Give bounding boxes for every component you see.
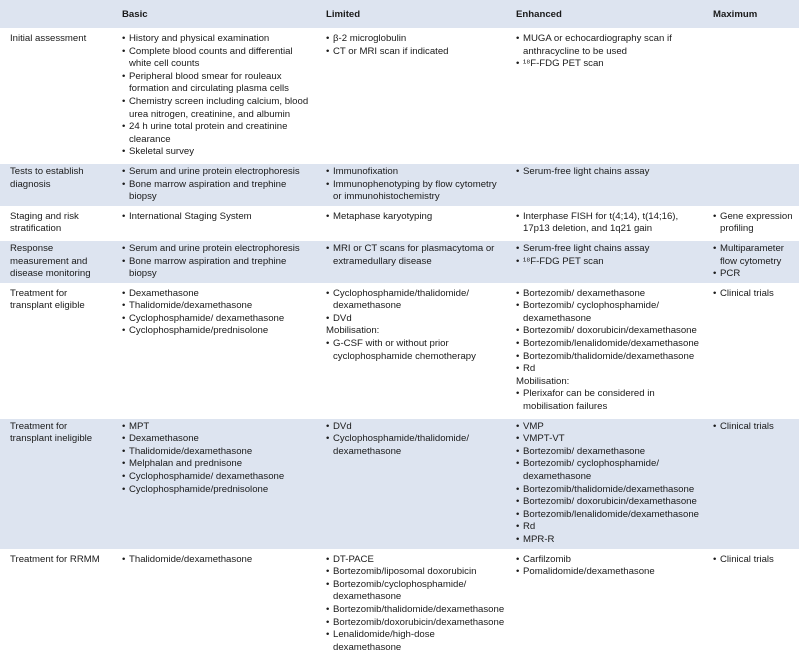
list-item: • Multiparameter flow cytometry xyxy=(713,243,795,268)
basic-list xyxy=(122,421,312,497)
header-basic: Basic xyxy=(112,0,316,30)
list-item: • Cyclophosphamide/thalidomide/ dexamethasone xyxy=(326,433,502,458)
cell-enhanced xyxy=(506,239,703,284)
list-item: • G-CSF with or without prior cyclophosphamide chemotherapy xyxy=(326,338,502,363)
table-row xyxy=(0,207,799,239)
list-item: • DT-PACE xyxy=(326,554,502,567)
cell-basic xyxy=(112,417,316,550)
list-item: • Carfilzomib xyxy=(516,554,699,567)
table-row xyxy=(0,239,799,284)
cell-maximum xyxy=(703,417,799,550)
list-item: • Bortezomib/lenalidomide/dexamethasone xyxy=(516,509,699,522)
list-item: • Plerixafor can be considered in mobilisation failures xyxy=(516,388,699,413)
list-item: • VMP xyxy=(516,421,699,434)
list-item: • ¹⁸F-FDG PET scan xyxy=(516,58,699,71)
list-item: • Bortezomib/ dexamethasone xyxy=(516,288,699,301)
header-empty xyxy=(0,0,112,30)
cell-maximum xyxy=(703,550,799,656)
limited-list xyxy=(326,288,502,364)
list-item: • History and physical examination xyxy=(122,33,312,46)
cell-enhanced xyxy=(506,30,703,163)
basic-list xyxy=(122,288,312,338)
limited-list xyxy=(326,166,502,204)
header-limited: Limited xyxy=(316,0,506,30)
list-item: • Clinical trials xyxy=(713,288,795,301)
limited-list xyxy=(326,421,502,459)
list-item: • Bortezomib/cyclophosphamide/ dexamethasone xyxy=(326,579,502,604)
list-item: • Melphalan and prednisone xyxy=(122,458,312,471)
cell-basic xyxy=(112,207,316,239)
limited-list xyxy=(326,554,502,655)
table-row xyxy=(0,30,799,163)
cell-enhanced xyxy=(506,162,703,207)
cell-enhanced xyxy=(506,207,703,239)
header-row xyxy=(0,0,799,30)
list-item: • Bortezomib/thalidomide/dexamethasone xyxy=(326,604,502,617)
enhanced-list xyxy=(516,421,699,547)
cell-basic xyxy=(112,239,316,284)
cell-limited xyxy=(316,239,506,284)
cell-maximum xyxy=(703,162,799,207)
list-item: • MRI or CT scans for plasmacytoma or extramedullary disease xyxy=(326,243,502,268)
enhanced-list xyxy=(516,211,699,236)
cell-limited xyxy=(316,417,506,550)
list-item: • Serum-free light chains assay xyxy=(516,243,699,256)
list-item: • Interphase FISH for t(4;14), t(14;16), 17p13 deletion, and 1q21 gain xyxy=(516,211,699,236)
enhanced-list xyxy=(516,288,699,414)
list-item: • Pomalidomide/dexamethasone xyxy=(516,566,699,579)
table-row xyxy=(0,417,799,550)
list-item: • Immunofixation xyxy=(326,166,502,179)
list-item: • Thalidomide/dexamethasone xyxy=(122,554,312,567)
list-item: • Bortezomib/ cyclophosphamide/ dexamethasone xyxy=(516,300,699,325)
cell-basic xyxy=(112,162,316,207)
list-item: • DVd xyxy=(326,313,502,326)
row-label: Staging and risk stratification xyxy=(0,207,112,239)
list-item: • Metaphase karyotyping xyxy=(326,211,502,224)
list-item: • VMPT-VT xyxy=(516,433,699,446)
list-item: • Cyclophosphamide/ dexamethasone xyxy=(122,313,312,326)
cell-enhanced xyxy=(506,550,703,656)
list-item: • Bortezomib/thalidomide/dexamethasone xyxy=(516,484,699,497)
list-item: • Immunophenotyping by flow cytometry or immunohistochemistry xyxy=(326,179,502,204)
table-body xyxy=(0,30,799,656)
row-label: Treatment for RRMM xyxy=(0,550,112,656)
list-item: • Serum and urine protein electrophoresis xyxy=(122,243,312,256)
header-enhanced: Enhanced xyxy=(506,0,703,30)
maximum-list xyxy=(713,554,795,567)
cell-maximum xyxy=(703,284,799,417)
maximum-list xyxy=(713,421,795,434)
list-item: • Thalidomide/dexamethasone xyxy=(122,446,312,459)
enhanced-list xyxy=(516,166,699,179)
list-item: • Bone marrow aspiration and trephine biopsy xyxy=(122,256,312,281)
basic-list xyxy=(122,166,312,204)
list-item: • MUGA or echocardiography scan if anthracycline to be used xyxy=(516,33,699,58)
row-label: Treatment for transplant eligible xyxy=(0,284,112,417)
list-item: • Cyclophosphamide/ dexamethasone xyxy=(122,471,312,484)
header-maximum: Maximum xyxy=(703,0,799,30)
list-item: • International Staging System xyxy=(122,211,312,224)
limited-list xyxy=(326,243,502,268)
list-item: • ¹⁸F-FDG PET scan xyxy=(516,256,699,269)
list-item: • Bortezomib/ doxorubicin/dexamethasone xyxy=(516,325,699,338)
maximum-list xyxy=(713,288,795,301)
list-item: • Bortezomib/lenalidomide/dexamethasone xyxy=(516,338,699,351)
enhanced-list xyxy=(516,33,699,71)
cell-limited xyxy=(316,162,506,207)
cell-limited xyxy=(316,550,506,656)
limited-list xyxy=(326,33,502,58)
row-label: Response measurement and disease monitoring xyxy=(0,239,112,284)
list-item: • Peripheral blood smear for rouleaux formation and circulating plasma cells xyxy=(122,71,312,96)
table-row xyxy=(0,550,799,656)
list-item: • Lenalidomide/high-dose dexamethasone xyxy=(326,629,502,654)
list-item: • β-2 microglobulin xyxy=(326,33,502,46)
list-item: • Rd xyxy=(516,521,699,534)
cell-limited xyxy=(316,207,506,239)
row-label: Treatment for transplant ineligible xyxy=(0,417,112,550)
list-item: • Bortezomib/doxorubicin/dexamethasone xyxy=(326,617,502,630)
list-item: • Bortezomib/ dexamethasone xyxy=(516,446,699,459)
list-item: • Complete blood counts and differential white cell counts xyxy=(122,46,312,71)
list-item: • Bortezomib/ cyclophosphamide/ dexamethasone xyxy=(516,458,699,483)
list-item: • Cyclophosphamide/prednisolone xyxy=(122,484,312,497)
list-item: • Clinical trials xyxy=(713,554,795,567)
basic-list xyxy=(122,243,312,281)
basic-list xyxy=(122,33,312,159)
list-item: • Cyclophosphamide/prednisolone xyxy=(122,325,312,338)
table-row xyxy=(0,162,799,207)
list-item: • Dexamethasone xyxy=(122,433,312,446)
maximum-list xyxy=(713,243,795,281)
basic-list xyxy=(122,554,312,567)
limited-list xyxy=(326,211,502,224)
list-item: • DVd xyxy=(326,421,502,434)
cell-maximum xyxy=(703,207,799,239)
list-item: • 24 h urine total protein and creatinine clearance xyxy=(122,121,312,146)
row-label: Tests to establish diagnosis xyxy=(0,162,112,207)
list-item: • Chemistry screen including calcium, blood urea nitrogen, creatinine, and albumin xyxy=(122,96,312,121)
list-item: • Cyclophosphamide/thalidomide/ dexamethasone xyxy=(326,288,502,313)
list-item: • Rd xyxy=(516,363,699,376)
list-item: • Bortezomib/ doxorubicin/dexamethasone xyxy=(516,496,699,509)
list-item: • MPT xyxy=(122,421,312,434)
list-item: • Bortezomib/liposomal doxorubicin xyxy=(326,566,502,579)
cell-maximum xyxy=(703,30,799,163)
list-item: • Clinical trials xyxy=(713,421,795,434)
maximum-list xyxy=(713,211,795,236)
cell-limited xyxy=(316,30,506,163)
list-item: • Skeletal survey xyxy=(122,146,312,159)
cell-limited xyxy=(316,284,506,417)
list-item: • Gene expression profiling xyxy=(713,211,795,236)
sub-heading: Mobilisation: xyxy=(326,325,502,338)
list-item: • Serum-free light chains assay xyxy=(516,166,699,179)
table-row xyxy=(0,284,799,417)
row-label: Initial assessment xyxy=(0,30,112,163)
cell-basic xyxy=(112,550,316,656)
list-item: • Serum and urine protein electrophoresis xyxy=(122,166,312,179)
list-item: • MPR-R xyxy=(516,534,699,547)
cell-enhanced xyxy=(506,284,703,417)
cell-basic xyxy=(112,30,316,163)
cell-basic xyxy=(112,284,316,417)
list-item: • Thalidomide/dexamethasone xyxy=(122,300,312,313)
list-item: • PCR xyxy=(713,268,795,281)
sub-heading: Mobilisation: xyxy=(516,376,699,389)
enhanced-list xyxy=(516,243,699,268)
list-item: • Dexamethasone xyxy=(122,288,312,301)
list-item: • Bortezomib/thalidomide/dexamethasone xyxy=(516,351,699,364)
cell-maximum xyxy=(703,239,799,284)
enhanced-list xyxy=(516,554,699,579)
cell-enhanced xyxy=(506,417,703,550)
list-item: • Bone marrow aspiration and trephine biopsy xyxy=(122,179,312,204)
list-item: • CT or MRI scan if indicated xyxy=(326,46,502,59)
basic-list xyxy=(122,211,312,224)
